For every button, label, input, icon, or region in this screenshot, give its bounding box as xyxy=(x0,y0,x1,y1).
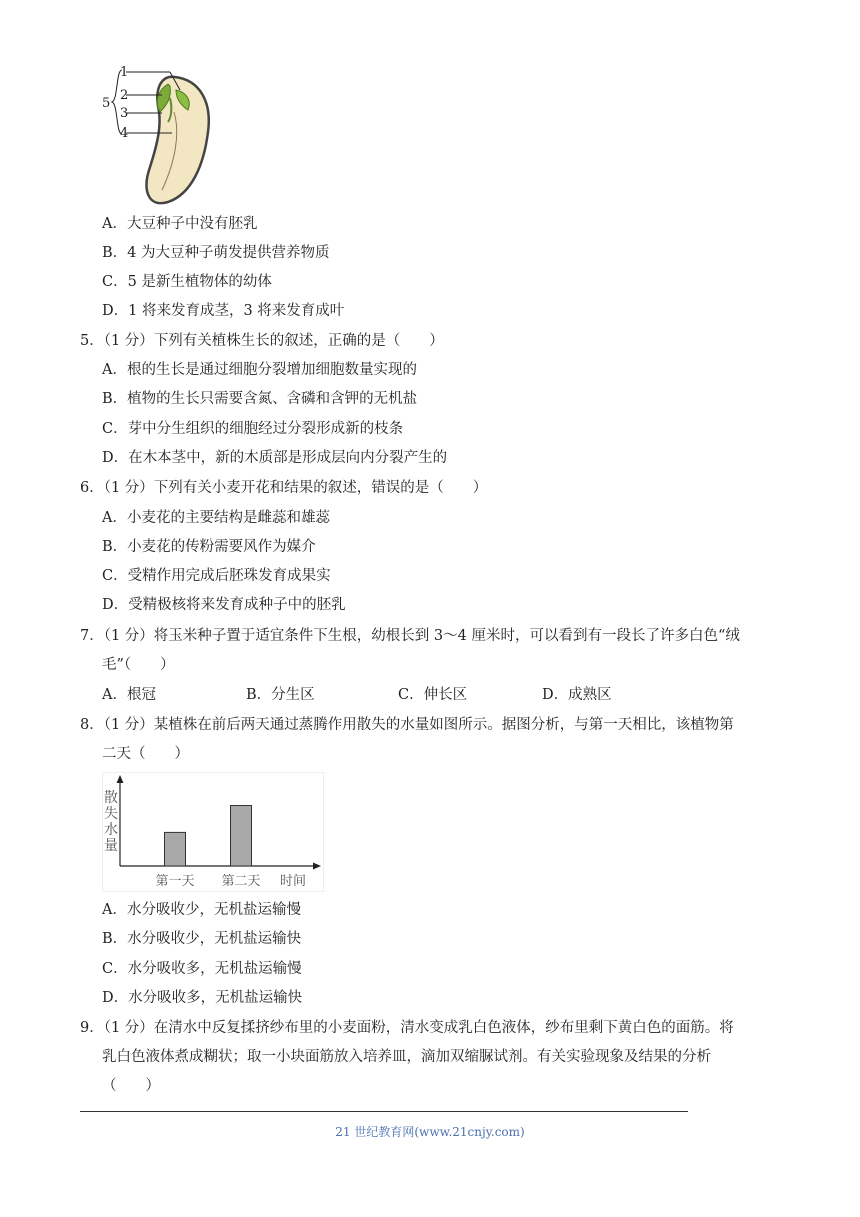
q5-option-a: A．根的生长是通过细胞分裂增加细胞数量实现的 xyxy=(102,362,417,378)
q7-option-c: C．伸长区 xyxy=(398,687,468,703)
bar-2 xyxy=(231,806,252,866)
q5-stem: 5．（1 分）下列有关植株生长的叙述，正确的是（ ） xyxy=(80,333,444,349)
x-axis-label: 时间 xyxy=(279,874,307,889)
q8-option-c: C．水分吸收多，无机盐运输慢 xyxy=(102,961,302,977)
q4-option-a: A．大豆种子中没有胚乳 xyxy=(102,216,258,232)
q6-option-b: B．小麦花的传粉需要风作为媒介 xyxy=(102,539,316,555)
label-1: 1 xyxy=(120,65,129,80)
transpiration-bar-chart xyxy=(102,772,324,892)
q7-stem-line1: 7．（1 分）将玉米种子置于适宜条件下生根，幼根长到 3～4 厘米时，可以看到有一段长了许多白色“绒 xyxy=(80,628,740,644)
q8-option-d: D．水分吸收多，无机盐运输快 xyxy=(102,990,303,1006)
tick-label-day2: 第二天 xyxy=(221,874,261,889)
footer-divider xyxy=(80,1111,688,1112)
q5-option-d: D．在木本茎中，新的木质部是形成层向内分裂产生的 xyxy=(102,450,448,466)
y-axis-label-char: 散 xyxy=(104,790,118,806)
footer-source: 21 世纪教育网(www.21cnjy.com) xyxy=(335,1125,525,1139)
y-axis-label-char: 失 xyxy=(104,806,118,822)
soybean-seed-figure xyxy=(100,62,215,207)
y-axis-label-char: 水 xyxy=(104,822,118,838)
q5-option-b: B．植物的生长只需要含氮、含磷和含钾的无机盐 xyxy=(102,391,418,407)
q7-option-a: A．根冠 xyxy=(102,687,156,703)
q9-stem-line3: （ ） xyxy=(102,1078,160,1094)
label-4: 4 xyxy=(120,126,129,141)
q7-option-d: D．成熟区 xyxy=(542,687,612,703)
q8-option-b: B．水分吸收少，无机盐运输快 xyxy=(102,931,302,947)
label-3: 3 xyxy=(120,106,129,121)
q4-option-d: D．1 将来发育成茎，3 将来发育成叶 xyxy=(102,303,345,319)
q9-stem-line1: 9．（1 分）在清水中反复揉挤纱布里的小麦面粉，清水变成乳白色液体，纱布里剩下黄白色的面筋。将 xyxy=(80,1020,734,1036)
q7-option-b: B．分生区 xyxy=(246,687,315,703)
q8-option-a: A．水分吸收少，无机盐运输慢 xyxy=(102,902,301,918)
y-axis-label xyxy=(104,789,118,854)
q9-stem-line2: 乳白色液体煮成糊状；取一小块面筋放入培养皿，滴加双缩脲试剂。有关实验现象及结果的分析 xyxy=(102,1049,711,1065)
q4-option-b: B．4 为大豆种子萌发提供营养物质 xyxy=(102,245,330,261)
q7-stem-line2: 毛”（ ） xyxy=(102,657,175,673)
label-5: 5 xyxy=(102,96,111,111)
q6-stem: 6．（1 分）下列有关小麦开花和结果的叙述，错误的是（ ） xyxy=(80,480,488,496)
q5-option-c: C．芽中分生组织的细胞经过分裂形成新的枝条 xyxy=(102,421,404,437)
q8-stem-line1: 8．（1 分）某植株在前后两天通过蒸腾作用散失的水量如图所示。据图分析，与第一天相比，该植物第 xyxy=(80,717,734,733)
q4-option-c: C．5 是新生植物体的幼体 xyxy=(102,274,272,290)
q6-option-a: A．小麦花的主要结构是雌蕊和雄蕊 xyxy=(102,510,330,526)
tick-label-day1: 第一天 xyxy=(155,874,195,889)
label-2: 2 xyxy=(120,88,129,103)
bar-1 xyxy=(165,832,186,866)
q8-stem-line2: 二天（ ） xyxy=(102,746,189,762)
q6-option-d: D．受精极核将来发育成种子中的胚乳 xyxy=(102,597,346,613)
y-axis-label-char: 量 xyxy=(104,838,118,854)
q6-option-c: C．受精作用完成后胚珠发育成果实 xyxy=(102,568,331,584)
